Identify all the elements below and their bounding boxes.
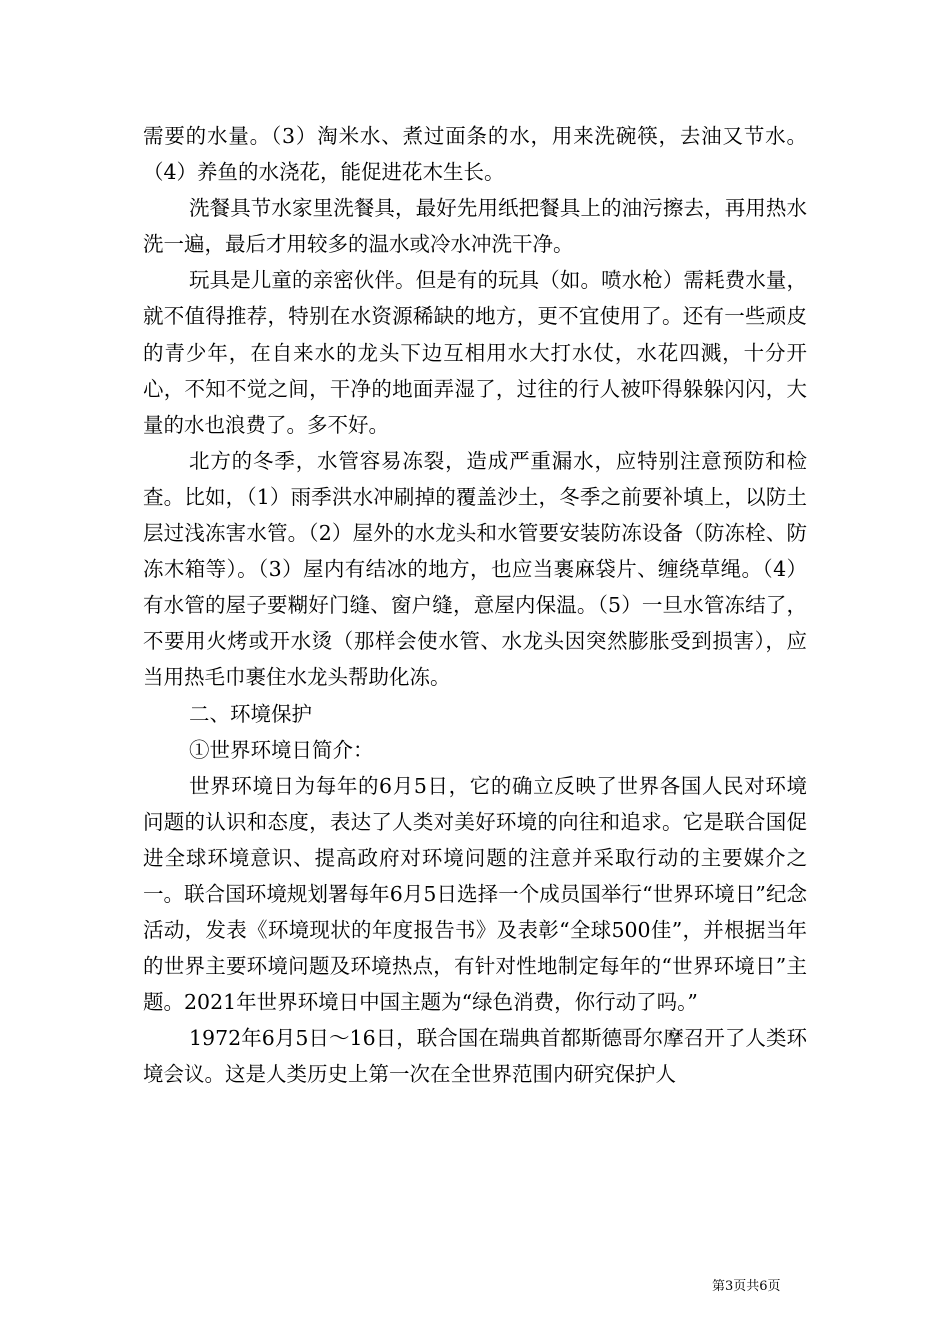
subheading-world-environment-day: ①世界环境日简介： <box>189 737 374 762</box>
paragraph-water-reuse-tips: 需要的水量。（3）淘米水、煮过面条的水，用来洗碗筷，去油又节水。（4）养鱼的水浇花，能促进花木生长。 <box>143 124 807 185</box>
paragraph-dish-washing: 洗餐具节水家里洗餐具，最好先用纸把餐具上的油污擦去，再用热水洗一遍，最后才用较多的温水或冷水冲洗干净。 <box>143 196 807 257</box>
paragraph-stockholm-conference: 1972年6月5日～16日，联合国在瑞典首都斯德哥尔摩召开了人类环境会议。这是人类历史上第一次在全世界范围内研究保护人 <box>143 1026 807 1087</box>
paragraph-environment-day-intro: 世界环境日为每年的6月5日，它的确立反映了世界各国人民对环境问题的认识和态度，表达了人类对美好环境的向往和追求。它是联合国促进全球环境意识、提高政府对环境问题的注意并采取行动的主要媒介之一。联合国环境规划署每年6月5日选择一个成员国举行“世界环境日”纪念活动，发表《环境现状的年度报告书》及表彰“全球500佳”，并根据当年的世界主要环境问题及环境热点，有针对性地制定每年的“世界环境日”主题。2021年世界环境日中国主题为“绿色消费，你行动了吗。” <box>143 773 807 1015</box>
paragraph-winter-pipes: 北方的冬季，水管容易冻裂，造成严重漏水，应特别注意预防和检查。比如，（1）雨季洪水冲刷掉的覆盖沙土，冬季之前要补填上，以防土层过浅冻害水管。（2）屋外的水龙头和水管要安装防冻设备（防冻栓、防冻木箱等）。（3）屋内有结冰的地方，也应当裹麻袋片、缠绕草绳。（4）有水管的屋子要糊好门缝、窗户缝，意屋内保温。（5）一旦水管冻结了，不要用火烤或开水烫（那样会使水管、水龙头因突然膨胀受到损害），应当用热毛巾裹住水龙头帮助化冻。 <box>143 448 807 690</box>
document-body <box>143 118 807 1093</box>
page-number-footer: 第3页共6页 <box>712 1279 781 1294</box>
paragraph-toys: 玩具是儿童的亲密伙伴。但是有的玩具（如。喷水枪）需耗费水量，就不值得推荐，特别在水资源稀缺的地方，更不宜使用了。还有一些顽皮的青少年，在自来水的龙头下边互相用水大打水仗，水花四溅，十分开心，不知不觉之间，干净的地面弄湿了，过往的行人被吓得躲躲闪闪，大量的水也浪费了。多不好。 <box>143 268 807 437</box>
section-heading-environment: 二、环境保护 <box>189 701 312 726</box>
